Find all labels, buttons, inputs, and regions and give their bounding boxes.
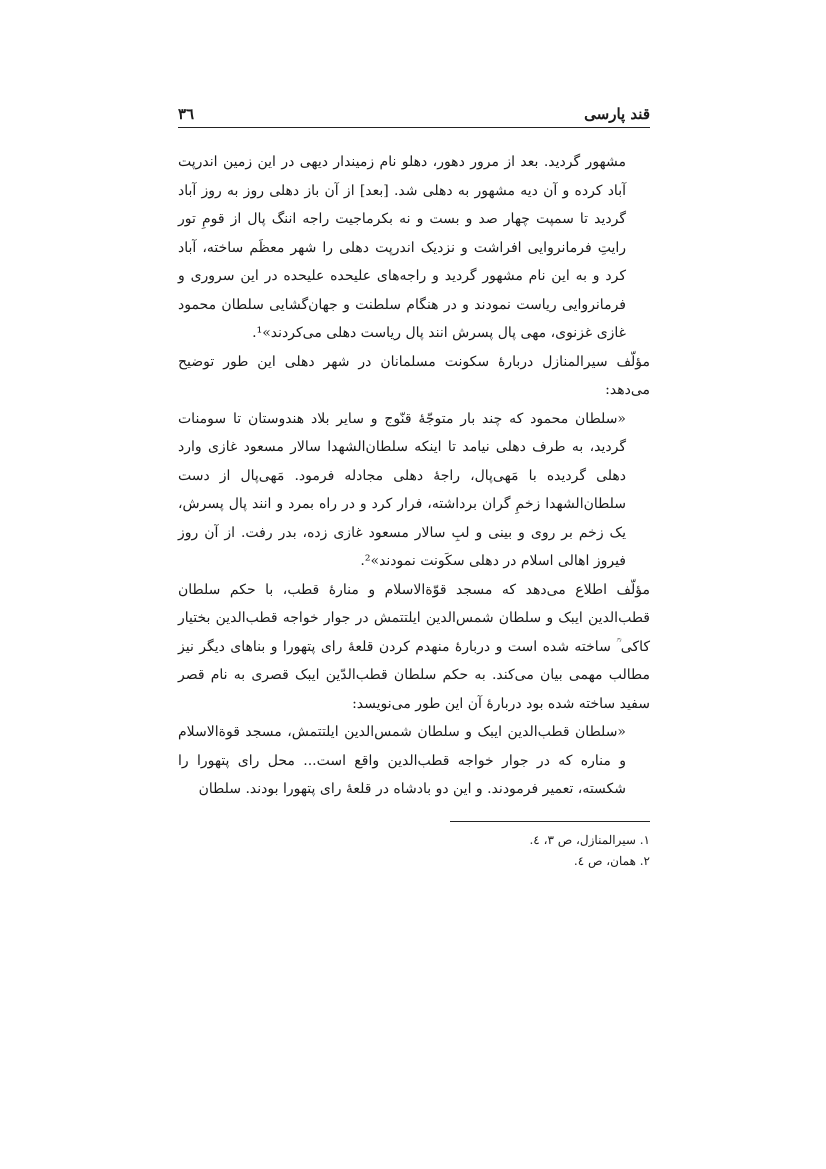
running-title: قند پارسی bbox=[584, 105, 650, 123]
footnote-2: ۲. همان، ص ٤. bbox=[573, 854, 650, 868]
page-number: ۳٦ bbox=[178, 105, 195, 123]
body-text bbox=[178, 148, 650, 804]
footnotes bbox=[400, 830, 650, 872]
paragraph-4: مؤلّف اطلاع می‌دهد که مسجد قوّةالاسلام و منارهٔ قطب، با حکم سلطان قطب‌الدین ایبک و سلطان شمس‌الدین ایلتتمش در جوار خواجه قطب‌الدین بختیار کاکی ؒ ساخته شده است و دربارهٔ منهدم کردن قلعهٔ رای پتهورا و بناهای دیگر نیز مطالب مهمی بیان می‌کند. به حکم سلطان قطب‌الدّین ایبک قصری به نام قصر سفید ساخته شده بود دربارهٔ آن این طور می‌نویسد: bbox=[178, 581, 650, 712]
footnote-rule bbox=[450, 821, 650, 822]
footnote-1: ۱. سیرالمنازل، ص ۳، ٤. bbox=[529, 833, 650, 847]
quote-paragraph-1: مشهور گردید. بعد از مرور دهور، دهلو نام زمیندار دیهی در این زمین اندرپت آباد کرده و آن دیه مشهور به دهلی شد. [بعد] از آن باز دهلی روز به روز آباد گردید تا سمپت چهار صد و بست و نه بکرماجیت راجه اننگ پال از قومِ تور رایتِ فرمانروایی افراشت و نزدیک اندرپت دهلی را شهر معظَم ساخته، آباد کرد و به این نام مشهور گردید و راجه‌های علیحده علیحده در این سروری و فرمانروایی ریاست نمودند و در هنگام سلطنت و جهان‌گشایی سلطان محمود غازی غزنوی، مهی پال پسرش انند پال ریاست دهلی می‌کردند»¹. bbox=[178, 154, 626, 341]
quote-paragraph-5: «سلطان قطب‌الدین ایبک و سلطان شمس‌الدین ایلتتمش، مسجد قوةالاسلام و مناره که در جوار خواجه قطب‌الدین واقع است... محل رای پتهورا را شکسته، تعمیر فرمودند. و این دو بادشاه در قلعهٔ رای پتهورا بودند. سلطان bbox=[178, 724, 626, 797]
header-rule bbox=[178, 127, 650, 128]
quote-paragraph-3: «سلطان محمود که چند بار متوجّهٔ قنّوج و سایر بلاد هندوستان تا سومنات گردید، به طرف دهلی نیامد تا اینکه سلطان‌الشهدا سالار مسعود غازی وارد دهلی گردیده با مَهی‌پال، راجهٔ دهلی مجادله فرمود. مَهی‌پال از دست سلطان‌الشهدا زخمِ گران برداشته، فرار کرد و در راه بمرد و انند پال پسرش، یک زخم بر روی و بینی و لبِ سالار مسعود غازی زده، بدر رفت. از آن روز فیروز اهالی اسلام در دهلی سکَونت نمودند»². bbox=[178, 410, 626, 569]
paragraph-2: مؤلّف سیرالمنازل دربارهٔ سکونت مسلمانان در شهر دهلی این طور توضیح می‌دهد: bbox=[178, 353, 650, 398]
running-header bbox=[178, 103, 650, 125]
